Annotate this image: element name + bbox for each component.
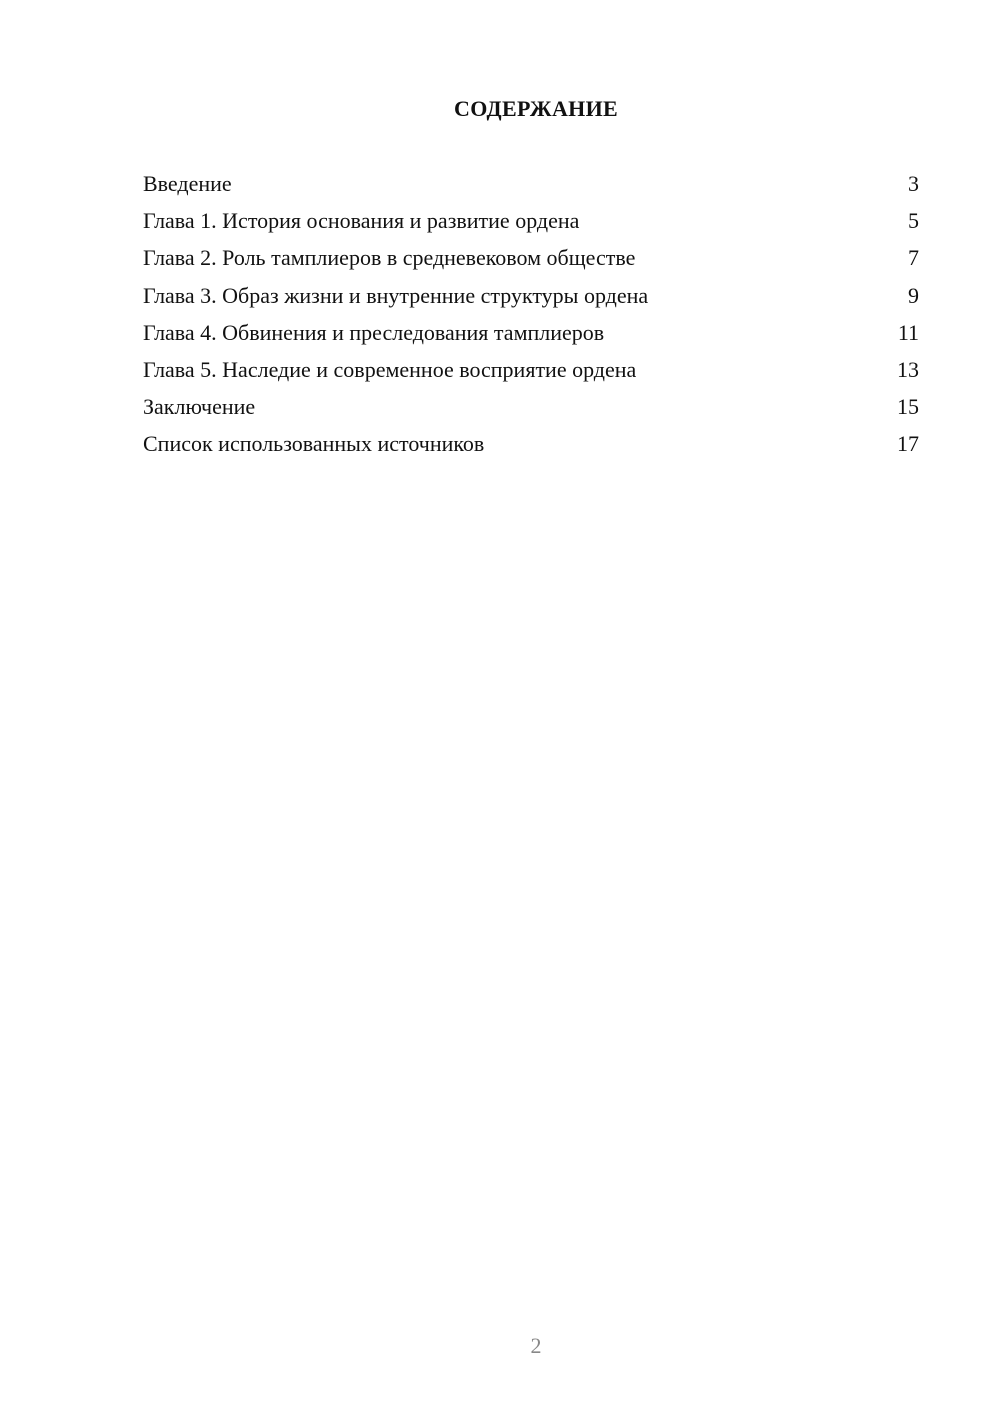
toc-entry-page: 11 [897,319,919,345]
toc-title: СОДЕРЖАНИЕ [454,96,618,121]
toc-entry-page: 17 [897,431,919,457]
toc-entry-label: Глава 2. Роль тамплиеров в средневековом обществе [143,245,636,271]
toc-entry-label: Введение [143,171,232,196]
toc-entry [143,281,919,318]
toc-entry-page: 3 [908,171,919,196]
toc-entry-page: 15 [897,394,919,420]
toc-entry-label: Глава 5. Наследие и современное восприятие ордена [143,356,637,382]
toc-entry-label: Заключение [143,394,256,420]
toc-entry-label: Глава 4. Обвинения и преследования тамплиеров [143,319,605,345]
toc-entry-page: 9 [908,282,919,308]
page-number: 2 [530,1333,542,1358]
toc-entry [143,318,919,355]
toc-entry-page: 13 [897,356,919,382]
toc-entry [143,355,919,392]
toc-entry-label: Список использованных источников [143,431,485,457]
toc-entry-page: 5 [908,208,919,234]
toc-entry [143,169,919,206]
toc-entry [143,243,919,280]
toc-entry [143,206,919,243]
toc-entry-label: Глава 1. История основания и развитие ордена [143,208,580,234]
toc-entry-label: Глава 3. Образ жизни и внутренние структуры ордена [143,282,649,308]
toc-entry-page: 7 [908,245,919,271]
toc-list [143,169,919,467]
toc-entry [143,429,919,466]
toc-entry [143,392,919,429]
